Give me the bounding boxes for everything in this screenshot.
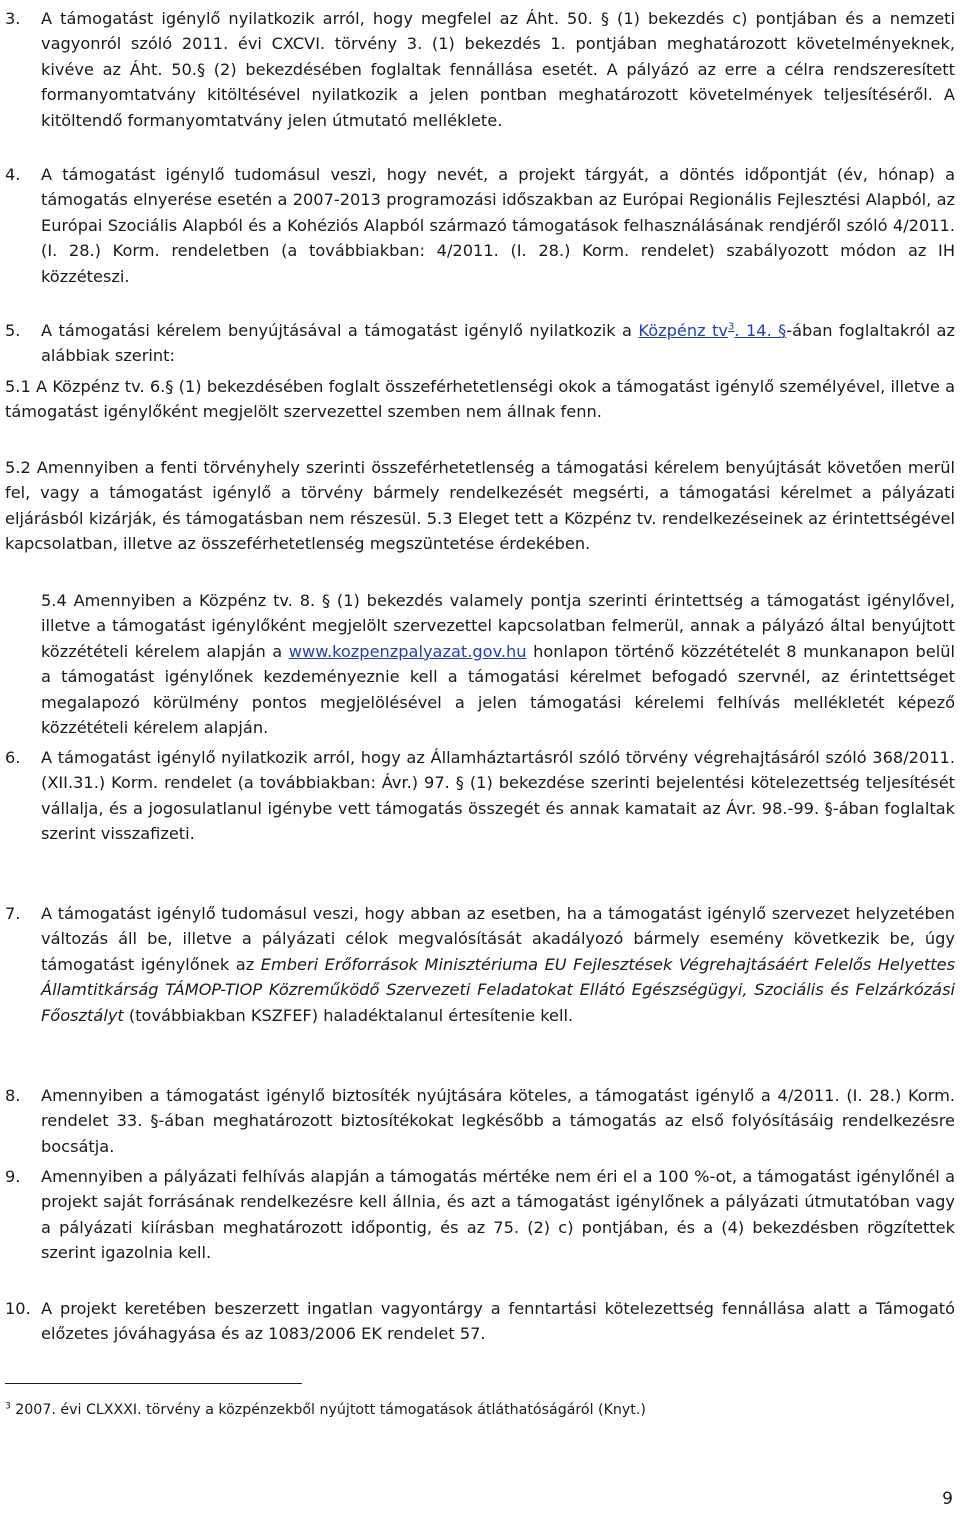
footnote-ref-link[interactable]: 3 xyxy=(728,321,735,333)
item-number: 6. xyxy=(5,748,21,767)
kozpenzpalyazat-link[interactable]: www.kozpenzpalyazat.gov.hu xyxy=(288,641,527,661)
item-text: Amennyiben a támogatást igénylő biztosíték nyújtására köteles, a támogatást igénylő a 4/2011. (I. 28.) Korm. rendelet 33. §-ában meghatározott biztosítékokat legkésőbb a támogatás az első folyósításáig rendelkezésre bocsátja. xyxy=(41,1086,955,1156)
paragraph-14-link[interactable]: . 14. § xyxy=(734,321,787,340)
item-number: 4. xyxy=(5,165,21,184)
item-text: A támogatást igénylő nyilatkozik arról, hogy megfelel az Áht. 50. § (1) bekezdés c) pontjában és a nemzeti vagyonról szóló 2011. évi CXCVI. törvény 3. (1) bekezdés 1. pontjában meghatározott követelményeknek, kivéve az Áht. 50.§ (2) bekezdésében foglaltak fennállása esetét. A pályázó az erre a célra rendszeresített formanyomtatvány kitöltésével nyilatkozik a jelen pontban meghatározott követelmények teljesítéséről. A kitöltendő formanyomtatvány jelen útmutató melléklete. xyxy=(41,9,955,130)
paragraph-5-2: 5.2 Amennyiben a fenti törvényhely szerinti összeférhetetlenség a támogatási kérelem benyújtását követően merül fel, vagy a támogatást igénylő a törvény bármely rendelkezését megsérti, a támogatási kérelmet a pályázati eljárásból kizárják, és támogatásban nem részesül. 5.3 Eleget tett a Közpénz tv. rendelkezéseinek az érintettségével kapcsolatban, illetve az összeférhetetlenség megszüntetése érdekében. xyxy=(5,458,955,554)
footnote xyxy=(5,1400,955,1420)
list-item-5 xyxy=(5,318,955,369)
list-item-9 xyxy=(5,1164,955,1266)
item-number: 3. xyxy=(5,9,21,28)
item-number: 5. xyxy=(5,321,21,340)
paragraph-5-4: 5.4 Amennyiben a Közpénz tv. 8. § (1) bekezdés valamely pontja szerinti érintettség a támogatást igénylővel, illetve a támogatást igénylőként megjelölt szervezettel kapcsolatban felmerül, annak a pályázó által benyújtott közzétételi kérelem alapján a www.kozpenzpalyazat.gov.hu honlapon történő közzétételét 8 munkanapon belül a támogatást igénylőnek kezdeményeznie kell a támogatási kérelmet befogadó szervnél, az érintettséget megalapozó körülmény pontos megjelölésével a jelen támogatási kérelemi felhívás mellékletét képező közzétételi kérelem alapján. xyxy=(41,591,955,738)
item-number: 9. xyxy=(5,1167,21,1186)
page-number: 9 xyxy=(942,1489,953,1509)
list-item-4 xyxy=(5,162,955,289)
item-text: A támogatást igénylő tudomásul veszi, hogy abban az esetben, ha a támogatást igénylő szervezet helyzetében változás áll be, illetve a pályázati célok megvalósítását akadályozó bármely esemény következik be, úgy támogatást igénylőnek az Emberi Erőforrások Minisztériuma EU Fejlesztések Végrehajtásáért Felelős Helyettes Államtitkárság TÁMOP-TIOP Közreműködő Szervezeti Feladatokat Ellátó Egészségügyi, Szociális és Felzárkózási Főosztályt (továbbiakban KSZFEF) haladéktalanul értesítenie kell. xyxy=(41,904,955,1025)
kozpenz-tv-link[interactable]: Közpénz tv xyxy=(638,321,728,340)
list-item-7 xyxy=(5,901,955,1028)
item-text: A támogatási kérelem benyújtásával a támogatást igénylő nyilatkozik a Közpénz $tv^3$. 14. §-ában foglaltakról az alábbiak szerint: xyxy=(41,321,955,366)
item-text: Amennyiben a pályázati felhívás alapján a támogatás mértéke nem éri el a 100 %-ot, a támogatást igénylőnél a projekt saját forrásának rendelkezésre kell állnia, és azt a támogatást igénylőnek a pályázati útmutatóban vagy a pályázati kiírásban meghatározott időpontig, és az 75. (2) c) pontjában, és a (4) bekezdésben rögzítettek szerint igazolnia kell. xyxy=(41,1167,955,1263)
list-item-6 xyxy=(5,745,955,847)
item-text: A támogatást igénylő tudomásul veszi, hogy nevét, a projekt tárgyát, a döntés időpontját (év, hónap) a támogatás elnyerése esetén a 2007-2013 programozási időszakban az Európai Regionális Fejlesztési Alapból, az Európai Szociális Alapból és a Kohéziós Alapból származó támogatások felhasználásának rendjéről szóló 4/2011. (I. 28.) Korm. rendeletben (a továbbiakban: 4/2011. (I. 28.) Korm. rendelet) szabályozott módon az IH közzéteszi. xyxy=(41,165,955,286)
footnote-mark: 3 xyxy=(5,1401,11,1412)
footnote-text: 2007. évi CLXXXI. törvény a közpénzekből nyújtott támogatások átláthatóságáról (Knyt.) xyxy=(10,1402,646,1418)
item-text: A projekt keretében beszerzett ingatlan vagyontárgy a fenntartási kötelezettség fennállása alatt a Támogató előzetes jóváhagyása és az 1083/2006 EK rendelet 57. xyxy=(41,1299,955,1344)
item-number: 10. xyxy=(5,1299,31,1318)
item-text: A támogatást igénylő nyilatkozik arról, hogy az Államháztartásról szóló törvény végrehajtásáról szóló 368/2011. (XII.31.) Korm. rendelet (a továbbiakban: Ávr.) 97. § (1) bekezdése szerinti bejelentési kötelezettség teljesítését vállalja, és a jogosulatlanul igénybe vett támogatás összegét és annak kamatait az Ávr. 98.-99. §-ában foglaltak szerint visszafizeti. xyxy=(41,748,955,844)
paragraph-5-1: 5.1 A Közpénz tv. 6.§ (1) bekezdésében foglalt összeférhetetlenségi okok a támogatást igénylő személyével, illetve a támogatást igénylőként megjelölt szervezettel szemben nem állnak fenn. xyxy=(5,377,955,422)
list-item-3 xyxy=(5,6,955,133)
list-item-10 xyxy=(5,1296,955,1347)
footnote-separator xyxy=(5,1383,302,1384)
item-number: 7. xyxy=(5,904,21,923)
list-item-8 xyxy=(5,1083,955,1159)
item-number: 8. xyxy=(5,1086,21,1105)
